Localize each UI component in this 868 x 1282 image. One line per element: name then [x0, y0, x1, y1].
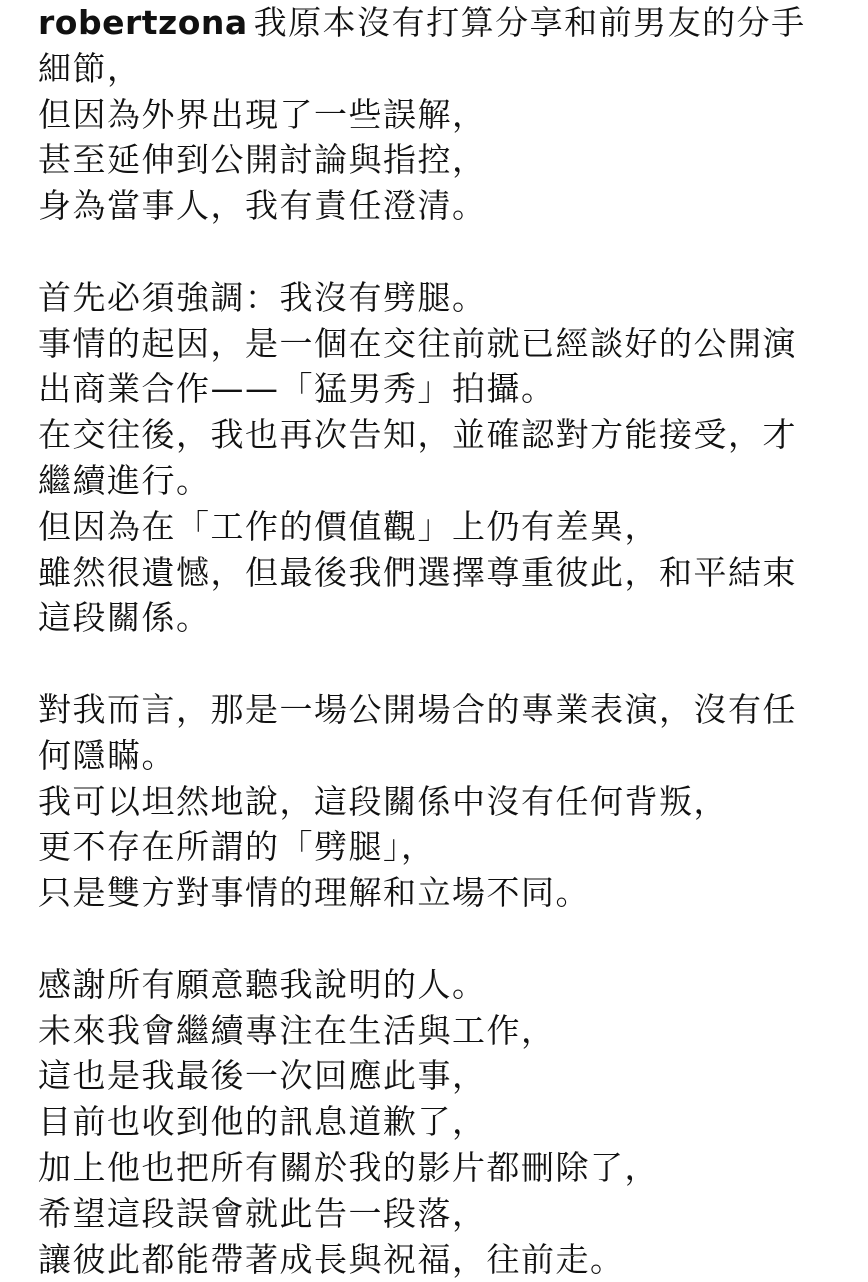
caption-line: 出商業合作——「猛男秀」拍攝。 [38, 369, 556, 409]
caption-line: 身為當事人，我有責任澄清。 [38, 186, 487, 226]
caption-line: 繼續進行。 [38, 460, 211, 500]
caption-line: 未來我會繼續專注在生活與工作， [38, 1010, 556, 1050]
caption-line: 事情的起因，是一個在交往前就已經談好的公開演 [38, 323, 797, 363]
caption-line: 感謝所有願意聽我說明的人。 [38, 964, 487, 1004]
caption-line: 首先必須強調：我沒有劈腿。 [38, 277, 487, 317]
caption-line: 加上他也把所有關於我的影片都刪除了， [38, 1147, 659, 1187]
paragraph-gap [38, 916, 838, 962]
caption-line: 對我而言，那是一場公開場合的專業表演，沒有任 [38, 689, 797, 729]
caption-line: 我可以坦然地說，這段關係中沒有任何背叛， [38, 781, 728, 821]
caption-line: 但因為在「工作的價值觀」上仍有差異， [38, 506, 659, 546]
paragraph-gap [38, 641, 838, 687]
caption-line [38, 0, 838, 46]
caption-line: 這也是我最後一次回應此事， [38, 1056, 487, 1096]
caption-line: 希望這段誤會就此告一段落， [38, 1193, 487, 1233]
caption-line: 只是雙方對事情的理解和立場不同。 [38, 873, 590, 913]
caption-line: 目前也收到他的訊息道歉了， [38, 1102, 487, 1142]
username[interactable]: robertzona [38, 3, 248, 42]
caption-line: 讓彼此都能帶著成長與祝福，往前走。 [38, 1239, 625, 1279]
caption-line: 這段關係。 [38, 598, 211, 638]
caption-line: 細節， [38, 48, 142, 88]
caption-line: 更不存在所謂的「劈腿」， [38, 827, 436, 867]
caption-line: 何隱瞞。 [38, 735, 176, 775]
caption-line: 在交往後，我也再次告知，並確認對方能接受，才 [38, 415, 797, 455]
caption-line: 甚至延伸到公開討論與指控， [38, 140, 487, 180]
caption-text: 我原本沒有打算分享和前男友的分手 [253, 3, 806, 42]
post-caption [38, 0, 838, 1282]
caption-line: 但因為外界出現了一些誤解， [38, 94, 487, 134]
caption-line: 雖然很遺憾，但最後我們選擇尊重彼此，和平結束 [38, 552, 797, 592]
paragraph-gap [38, 229, 838, 275]
